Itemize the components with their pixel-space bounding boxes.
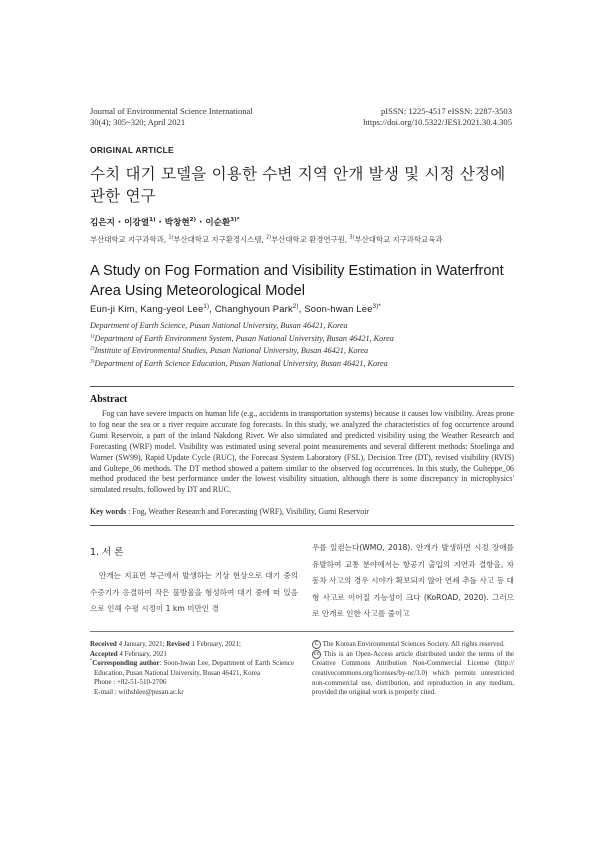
- issn: pISSN: 1225-4517 eISSN: 2287-3503: [380, 106, 512, 116]
- affiliation-en-1: $^{1)}$Department of Earth Environment System, Pusan National University, Busan 46421, Korea: [90, 332, 394, 343]
- english-title-line1: A Study on Fog Formation and Visibility Estimation in Waterfront: [90, 263, 504, 279]
- copyright-icon: C: [312, 640, 321, 649]
- creative-commons-icon: cc: [313, 650, 320, 657]
- abstract-top-rule: [90, 386, 514, 387]
- copyright-notice: C The Korean Environmental Sciences Society. All rights reserved.: [312, 640, 514, 650]
- footnote-license: [312, 640, 514, 698]
- english-title-line2: Area Using Meteorological Model: [90, 283, 305, 299]
- received-revised: Received 4 January, 2021; Revised 1 February, 2021;: [90, 640, 241, 648]
- abstract-text: Fog can have severe impacts on human life (e.g., accidents in transportation systems) because it causes low visibility. Areas prone to fog near the sea or a river require accurate fog forecasts. In this study, we analyzed the characteristics of fog occurrence around Gumi Reservoir, a part of the inland Nakdong River. We also simulated and predicted visibility using the Weather Research and Forecasting (WRF) model. Visibility was estimated using several point measurements and several different methods: Stoelinga and Warner (SW99), Rapid Update Cycle (RUC), the Forecast System Laboratory (FSL), Decision Tree (DT), revised visibility (RVIS) and Gultepe_06 methods. The DT method showed a pattern similar to the observed fog occurrences. In this study, the Gulteppe_06 method produced the best performance under the lowest visibility situation, although there is some discrepancy in microphysics' simulated results, followed by DT and RUC.: [90, 409, 514, 495]
- affiliation-en-3: $^{3)}$Department of Earth Science Education, Pusan National University, Busan 46421, Korea: [90, 357, 388, 368]
- affiliation-ko-3: $^{3)}$부산대학교 지구과학교육과: [349, 235, 443, 244]
- corresponding-author: *Corresponding author: Soon-hwan Lee, Department of Earth Science Education, Pusan National University, Busan 46421, Korea: [90, 657, 294, 677]
- email[interactable]: E-mail : withshlee@pusan.ac.kr: [94, 687, 184, 696]
- accepted-date: Accepted 4 February, 2021: [90, 649, 167, 658]
- author-en-2: Changhyoun Park$^{2)}$,: [214, 302, 305, 314]
- article-type: ORIGINAL ARTICLE: [90, 145, 174, 155]
- journal-name: Journal of Environmental Science International: [90, 106, 253, 116]
- volume-info: 30(4); 305~320; April 2021: [90, 117, 186, 127]
- author-ko-1: 이강열$^{1)}$ ·: [124, 217, 165, 228]
- intro-left-column: 안개는 지표면 부근에서 발생하는 기상 현상으로 대기 중의 수증기가 응결하여 작은 물방울을 형성하여 대기 중에 떠 있음으로 인해 수평 시정이 1 km 미만인 경: [90, 571, 298, 614]
- author-ko-3: 이순환$^{3)*}$: [205, 217, 240, 228]
- affiliation-ko-0: 부산대학교 지구과학과,: [90, 235, 169, 244]
- author-en-1: Kang-yeol Lee$^{1)}$,: [140, 302, 215, 314]
- english-affiliations: [90, 320, 394, 370]
- footnote-rule: [90, 631, 514, 632]
- section-heading: 1. 서 론: [90, 547, 124, 558]
- korean-title-line1: 수치 대기 모델을 이용한 수변 지역 안개 발생 및 시정 산정에: [90, 165, 506, 183]
- author-ko-0: 김은지 ·: [90, 218, 125, 228]
- author-ko-2: 박창현$^{2)}$ ·: [164, 217, 206, 228]
- korean-authors: [90, 216, 240, 228]
- journal-header: [90, 106, 253, 128]
- english-title: [90, 261, 520, 301]
- keywords: [90, 507, 514, 516]
- korean-title: [90, 163, 520, 207]
- korean-affiliations: [90, 234, 442, 245]
- issn-doi-block: [363, 106, 512, 128]
- affiliation-en-2: $^{2)}$Institute of Environmental Studies, Pusan National University, Busan 46421, Korea: [90, 345, 369, 355]
- affiliation-ko-1: $^{1)}$부산대학교 지구환경시스템,: [168, 235, 267, 244]
- author-en-0: Eun-ji Kim,: [90, 303, 141, 314]
- abstract-bottom-rule: [90, 525, 514, 526]
- english-authors: [90, 303, 381, 314]
- korean-title-line2: 관한 연구: [90, 187, 156, 205]
- keywords-label: Key words: [90, 507, 127, 516]
- affiliation-en-0: Department of Earth Science, Pusan National University, Busan 46421, Korea: [90, 321, 348, 330]
- intro-right-column: 우를 일컫는다(WMO, 2018). 안개가 발생하면 시정 장애를 유발하여 교통 분야에서는 항공기 출입의 지연과 결항을, 자동차 사고의 경우 시야가 확보되지 않아 연쇄 추돌 사고 등 대형 사고로 이어질 가능성이 크다 (KoROAD, 2020). 그러므로 안개로 인한 사고를 줄이고: [312, 543, 514, 619]
- license-notice: cc This is an Open-Access article distributed under the terms of the Creative Commons Attribution Non-Commercial License (http:// creativecommons.org/licenses/by-nc/3.0) which permits unrestricted non-commercial use, distribution, and reproduction in any medium, provided the original work is properly cited.: [312, 649, 515, 697]
- doi-link[interactable]: https://doi.org/10.5322/JESI.2021.30.4.305: [363, 117, 512, 127]
- keywords-list: : Fog, Weather Research and Forecasting (WRF), Visibility, Gumi Reservoir: [126, 507, 370, 516]
- footnote-dates-correspondence: [90, 640, 294, 698]
- abstract-heading: Abstract: [90, 394, 128, 405]
- author-en-3: Soon-hwan Lee$^{3)*}$: [304, 302, 381, 314]
- phone: Phone : +82-51-510-2706: [94, 678, 167, 687]
- affiliation-ko-2: $^{2)}$부산대학교 환경연구원,: [266, 235, 350, 244]
